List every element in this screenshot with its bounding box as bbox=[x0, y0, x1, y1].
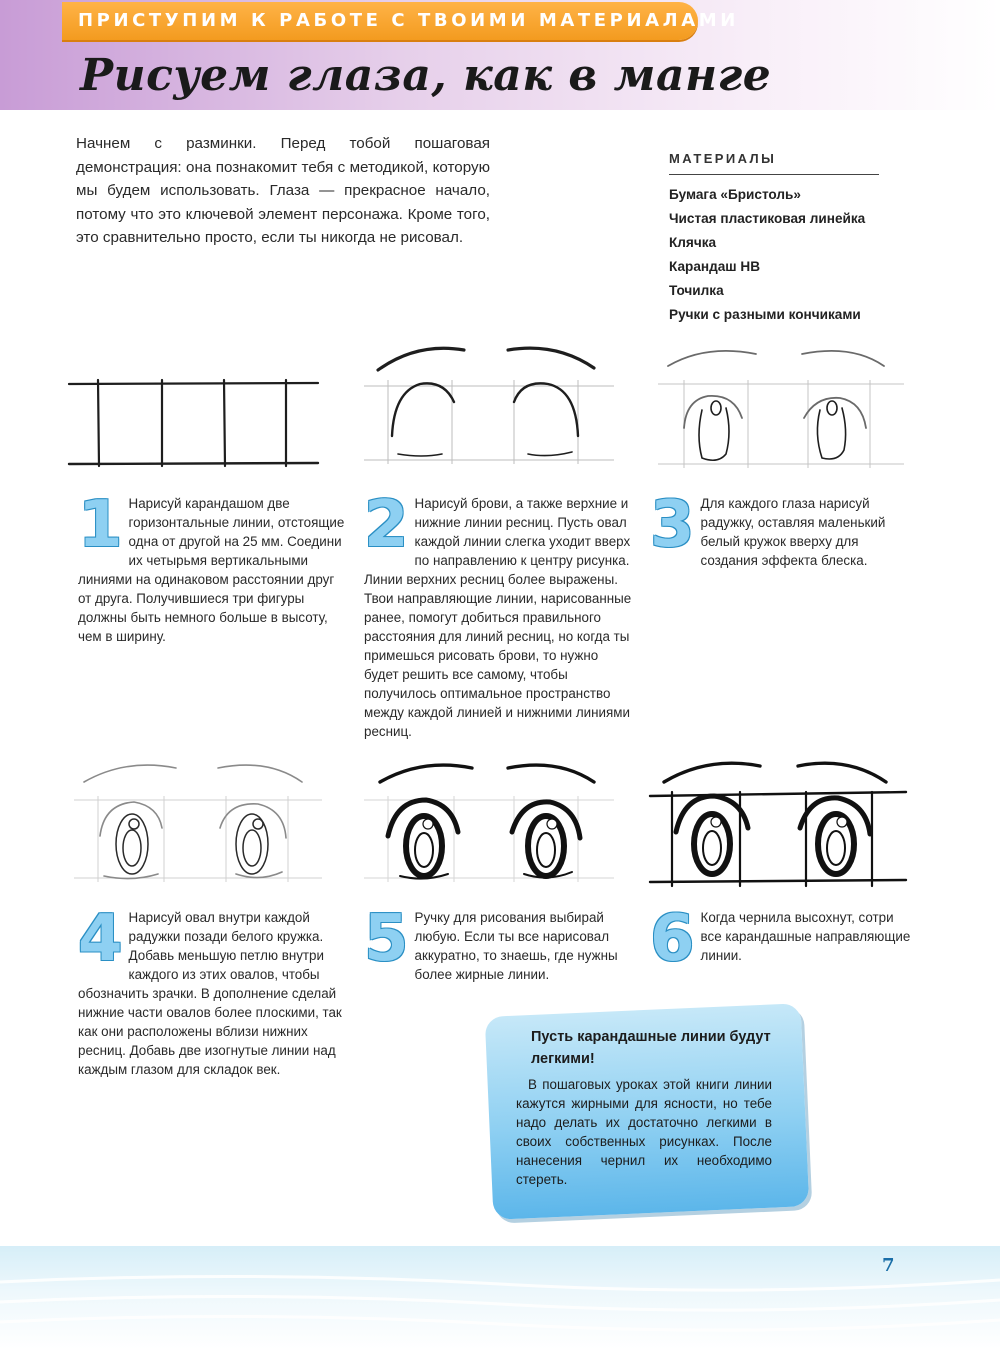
step-text: Ручку для рисования выбирай любую. Если ты все нарисовал аккуратно, то знаешь, где нужны более жирные линии. bbox=[414, 910, 618, 982]
page-number: 7 bbox=[882, 1255, 895, 1276]
step-text: Нарисуй брови, а также верхние и нижние линии ресниц. Пусть овал каждой линии слегка уходит вверх по направлению к центру рисунка. Линии верхних ресниц более выражены. Твои направляющие линии, нарисованные ранее, помогут добиться правильного расстояния для линий ресниц, но когда ты примешься рисовать брови, то нужно будет решить все самому, чтобы получилось оптимальное пространство между каждой линией и нижними линиями ресниц. bbox=[364, 496, 632, 739]
materials-heading: МАТЕРИАЛЫ bbox=[669, 151, 879, 175]
materials-item: Клячка bbox=[669, 235, 717, 250]
step-6-illustration bbox=[648, 752, 910, 892]
step-1 bbox=[78, 488, 346, 646]
step-text: Нарисуй карандашом две горизонтальные линии, отстоящие одна от другой на 25 мм. Соедини их четырьмя вертикальными линиями на одинаковом расстоянии друг от друга. Получившиеся три фигуры должны быть немного больше в высоту, чем в ширину. bbox=[78, 496, 345, 644]
materials-item: Точилка bbox=[669, 283, 724, 298]
step-number: 2 bbox=[364, 488, 409, 562]
materials-item: Чистая пластиковая линейка bbox=[669, 211, 866, 226]
materials-item: Бумага «Бристоль» bbox=[669, 187, 801, 202]
step-number: 6 bbox=[650, 902, 695, 976]
step-number: 1 bbox=[78, 488, 123, 562]
materials-item: Ручки с разными кончиками bbox=[669, 307, 861, 322]
step-number: 4 bbox=[78, 902, 123, 976]
step-4 bbox=[78, 902, 346, 1079]
step-2 bbox=[364, 488, 632, 741]
materials-box bbox=[669, 151, 879, 327]
step-5 bbox=[364, 902, 632, 984]
materials-item: Карандаш HB bbox=[669, 259, 761, 274]
step-text: Нарисуй овал внутри каждой радужки позади белого кружка. Добавь меньшую петлю внутри каждого из этих овалов, чтобы обозначить зрачки. В дополнение сделай нижние части овалов более плоскими, так как они расположены вблизи нижних ресниц. Добавь две изогнутые линии над каждым глазом для складок век. bbox=[78, 910, 342, 1077]
section-kicker: ПРИСТУПИМ К РАБОТЕ С ТВОИМИ МАТЕРИАЛАМИ bbox=[78, 10, 739, 31]
tip-title: Пусть карандашные линии будут легкими! bbox=[531, 1029, 771, 1067]
tip-body: В пошаговых уроках этой книги линии кажутся жирными для ясности, но тебе надо делать их достаточно легкими в своих собственных рисунках. После нанесения чернил их необходимо стереть. bbox=[516, 1077, 772, 1187]
step-3 bbox=[650, 488, 918, 570]
step-2-illustration bbox=[362, 336, 616, 466]
step-number: 5 bbox=[364, 902, 409, 976]
page-title: Рисуем глаза, как в манге bbox=[80, 50, 772, 101]
step-4-illustration bbox=[72, 752, 324, 892]
step-3-illustration bbox=[656, 336, 906, 470]
step-text: Для каждого глаза нарисуй радужку, оставляя маленький белый кружок вверху для создания эффекта блеска. bbox=[700, 496, 886, 568]
step-text: Когда чернила высохнут, сотри все карандашные направляющие линии. bbox=[700, 910, 911, 963]
intro-paragraph: Начнем с разминки. Перед тобой пошаговая демонстрация: она познакомит тебя с методикой, которую мы будем использовать. Глаза — прекрасное начало, потому что это ключевой элемент персонажа. Кроме того, это сравнительно просто, если ты никогда не рисовал. bbox=[76, 135, 490, 246]
step-1-illustration bbox=[66, 372, 322, 472]
step-number: 3 bbox=[650, 488, 695, 562]
step-5-illustration bbox=[362, 752, 616, 886]
step-6 bbox=[650, 902, 918, 976]
materials-list bbox=[669, 183, 879, 327]
footer-wave-decoration bbox=[0, 1262, 1000, 1342]
